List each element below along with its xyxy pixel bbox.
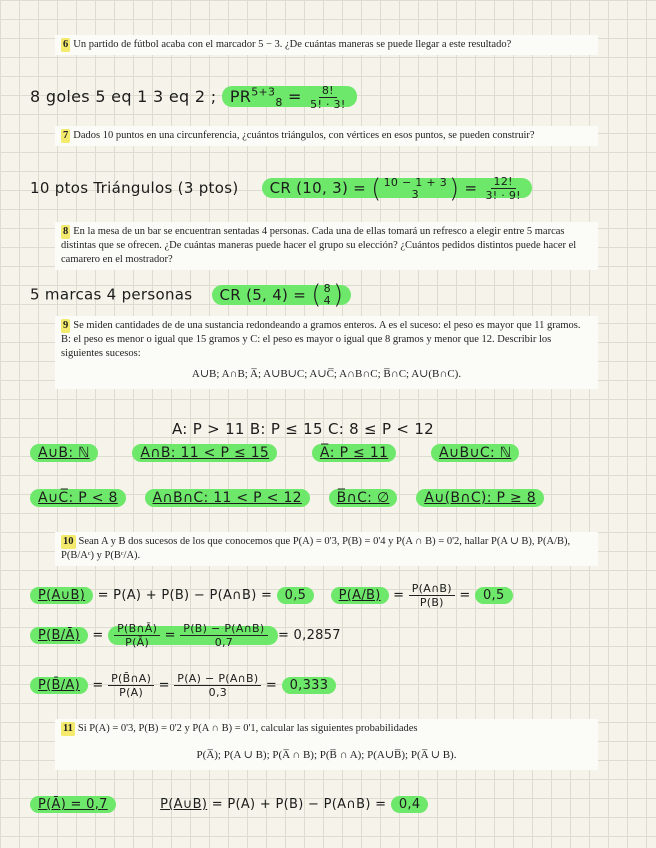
binom-bottom: 4 bbox=[323, 294, 331, 307]
event-label: A̅ bbox=[319, 445, 330, 461]
cr-expr: CR (5, 4) = bbox=[219, 285, 307, 304]
binom-top: 8 bbox=[323, 282, 331, 295]
denominator: 3! · 9! bbox=[485, 189, 521, 202]
denominator: P(A) bbox=[119, 686, 144, 699]
event-value: : 11 < P ≤ 15 bbox=[170, 445, 270, 461]
binomial: ( 8 4 ) bbox=[311, 280, 344, 310]
event-union-abc bbox=[431, 444, 519, 462]
hw-highlight bbox=[262, 173, 532, 204]
event-complement-a bbox=[312, 444, 396, 462]
pr-sub: 8 bbox=[275, 96, 283, 110]
problem-number: 11 bbox=[63, 723, 73, 734]
event-intersection-ab bbox=[132, 444, 277, 462]
event-a-union-bc bbox=[416, 489, 544, 507]
denominator: P(B) bbox=[419, 596, 444, 609]
problem-text: Sean A y B dos sucesos de los que conocemos que P(A) = 0'3, P(B) = 0'4 y P(A ∩ B) = 0'2, hallar P(A ∪ B), P(A/B), P(B/Aᶜ) y P(Bᶜ/A). bbox=[61, 536, 571, 561]
fraction-2 bbox=[174, 672, 261, 699]
event-value: : ℕ bbox=[489, 445, 512, 461]
equals: = bbox=[464, 179, 478, 197]
problem-9-row-1 bbox=[30, 445, 519, 461]
numerator: 12! bbox=[491, 175, 516, 189]
event-label: A∪C̅ bbox=[38, 490, 69, 506]
problem-number: 8 bbox=[63, 226, 69, 237]
problem-7-card bbox=[55, 126, 598, 146]
p-a-given-b-fraction bbox=[409, 582, 455, 609]
problem-text: Dados 10 puntos en una circunferencia, ¿cuántos triángulos, con vértices en esos puntos, se pueden construir? bbox=[73, 130, 535, 141]
binomial: ( 10 − 1 + 3 3 ) bbox=[371, 173, 460, 204]
event-formula: A∪B; A∩B; A̅; A∪B∪C; A∪C̅; A∩B∩C; B̅∩C; A∪(B∩C). bbox=[191, 368, 462, 380]
denominator: 0,7 bbox=[214, 636, 234, 649]
p-union-result: 0,4 bbox=[391, 796, 429, 813]
problem-9-card bbox=[55, 316, 598, 389]
problem-text: En la mesa de un bar se encuentran sentadas 4 personas. Cada una de ellas tomará un refresco a elegir entre 5 marcas distintas que se ofrecen. ¿De cuántas maneras puede hacer el grupo su elección? ¿Cuántos pedidos distintos puede hacer el camarero en el mostrador? bbox=[61, 226, 577, 265]
numerator: P(B∩Ā) bbox=[114, 622, 160, 636]
probability-formula: P(A̅); P(A ∪ B); P(A̅ ∩ B); P(B̅ ∩ A); P(A∪B̅); P(A̅ ∪ B). bbox=[196, 749, 457, 761]
hw-left: 8 goles 5 eq 1 3 eq 2 ; bbox=[30, 87, 217, 106]
denominator: 5! · 3! bbox=[310, 98, 346, 111]
problem-9-row-2 bbox=[30, 490, 544, 506]
problem-7-handwriting bbox=[30, 175, 532, 202]
problem-10-line-3: P(B̄/A) = $\frac{P(B̄\cap A)}{P(A)}$ = $\frac{P(A) - P(A\cap B)}{0,3}$ = 0,333 bbox=[30, 672, 336, 699]
problem-6-handwriting bbox=[30, 84, 357, 111]
denominator: 0,3 bbox=[208, 686, 228, 699]
event-label: A∪(B∩C) bbox=[424, 490, 487, 506]
event-value: : P < 8 bbox=[68, 490, 118, 506]
pr-symbol: PR bbox=[229, 87, 252, 106]
fraction bbox=[482, 175, 523, 202]
fraction-1 bbox=[108, 672, 154, 699]
problem-number: 6 bbox=[63, 39, 69, 50]
p-b-given-acomp-label: P(B/Ā) bbox=[30, 627, 88, 644]
p-bcomp-given-a-result: 0,333 bbox=[282, 677, 337, 694]
event-union-ac-complement bbox=[30, 489, 126, 507]
fraction-1 bbox=[114, 622, 160, 649]
event-value: : ∅ bbox=[367, 490, 390, 506]
p-union-expr: = P(A) + P(B) − P(A∩B) = bbox=[97, 588, 273, 603]
numerator: P(A) − P(A∩B) bbox=[174, 672, 261, 686]
hw-left: 10 ptos Triángulos (3 ptos) bbox=[30, 179, 239, 197]
p-union-expr: = P(A) + P(B) − P(A∩B) = bbox=[211, 797, 387, 812]
p-b-given-acomp-result: = 0,2857 bbox=[277, 628, 341, 643]
problem-11-handwriting bbox=[30, 797, 428, 812]
event-value: : 11 < P < 12 bbox=[203, 490, 302, 506]
problem-number: 9 bbox=[63, 320, 69, 331]
denominator: P(Ā) bbox=[125, 636, 150, 649]
cr-expr: CR (10, 3) = bbox=[269, 179, 367, 197]
p-union-label: P(A∪B) bbox=[160, 797, 208, 812]
event-label: A∩B∩C bbox=[152, 490, 204, 506]
numerator: P(B) − P(A∩B) bbox=[180, 622, 267, 636]
problem-text: Se miden cantidades de de una sustancia redondeando a gramos enteros. A es el suceso: el peso es mayor que 11 gramos. B: el peso es menor o igual que 15 gramos y C: el peso es mayor o igual que 8 gramos y menor que 12. Describir los siguientes sucesos: bbox=[61, 320, 581, 359]
binom-bottom: 3 bbox=[411, 187, 419, 201]
pr-sup: 5+3 bbox=[251, 85, 276, 99]
event-value: : P ≤ 11 bbox=[329, 445, 389, 461]
hw-highlight bbox=[222, 84, 357, 111]
numerator: 8! bbox=[319, 84, 337, 98]
p-bcomp-given-a-label: P(B̄/A) bbox=[30, 677, 88, 694]
problem-8-card bbox=[55, 222, 598, 270]
problem-number: 7 bbox=[63, 130, 69, 141]
problem-text: Un partido de fútbol acaba con el marcador 5 − 3. ¿De cuántas maneras se puede llegar a este resultado? bbox=[73, 39, 512, 50]
event-label: A∪B bbox=[38, 445, 69, 461]
problem-10-line-1: P(A∪B) = P(A) + P(B) − P(A∩B) = 0,5 P(A/B) = $\frac{P(A\cap B)}{P(B)}$ = 0,5 bbox=[30, 582, 513, 609]
hw-left: 5 marcas 4 personas bbox=[30, 285, 193, 304]
fraction-2 bbox=[180, 622, 267, 649]
problem-11-card bbox=[55, 719, 598, 770]
event-value: : ℕ bbox=[68, 445, 90, 461]
event-label: A∪B∪C bbox=[439, 445, 490, 461]
problem-10-line-2: P(B/Ā) = $\frac{P(B\cap Ā)}{P(Ā)}$ = $\frac{P(B) - P(A\cap B)}{0,7}$ = 0,2857 bbox=[30, 622, 341, 649]
event-value: : P ≥ 8 bbox=[486, 490, 536, 506]
problem-8-handwriting bbox=[30, 282, 351, 308]
problem-9-definitions: A: P > 11 B: P ≤ 15 C: 8 ≤ P < 12 bbox=[172, 420, 435, 438]
p-union-label: P(A∪B) bbox=[30, 587, 93, 604]
problem-text: Si P(A) = 0'3, P(B) = 0'2 y P(A ∩ B) = 0'1, calcular las siguientes probabilidades bbox=[77, 723, 418, 734]
problem-10-card bbox=[55, 532, 598, 566]
numerator: P(B̄∩A) bbox=[108, 672, 154, 686]
event-label: A∩B bbox=[140, 445, 171, 461]
problem-number: 10 bbox=[63, 536, 74, 547]
p-acomp-result: P(Ā) = 0,7 bbox=[30, 796, 116, 813]
event-intersection-abc bbox=[145, 489, 310, 507]
numerator: P(A∩B) bbox=[409, 582, 455, 596]
binom-top: 10 − 1 + 3 bbox=[383, 175, 447, 189]
p-union-result: 0,5 bbox=[277, 587, 315, 604]
p-a-given-b-result: 0,5 bbox=[475, 587, 513, 604]
event-label: B̅∩C bbox=[336, 490, 368, 506]
problem-6-card bbox=[55, 35, 598, 55]
fraction bbox=[307, 84, 348, 111]
event-bcomp-c bbox=[329, 489, 398, 507]
fraction-highlight: $\frac{P(B\cap Ā)}{P(Ā)}$ = $\frac{P(B) - P(A\cap B)}{0,7}$ bbox=[108, 626, 278, 645]
event-union-ab bbox=[30, 444, 98, 462]
equals: = bbox=[288, 87, 302, 106]
p-a-given-b-label: P(A/B) bbox=[331, 587, 389, 604]
hw-highlight bbox=[212, 280, 352, 310]
